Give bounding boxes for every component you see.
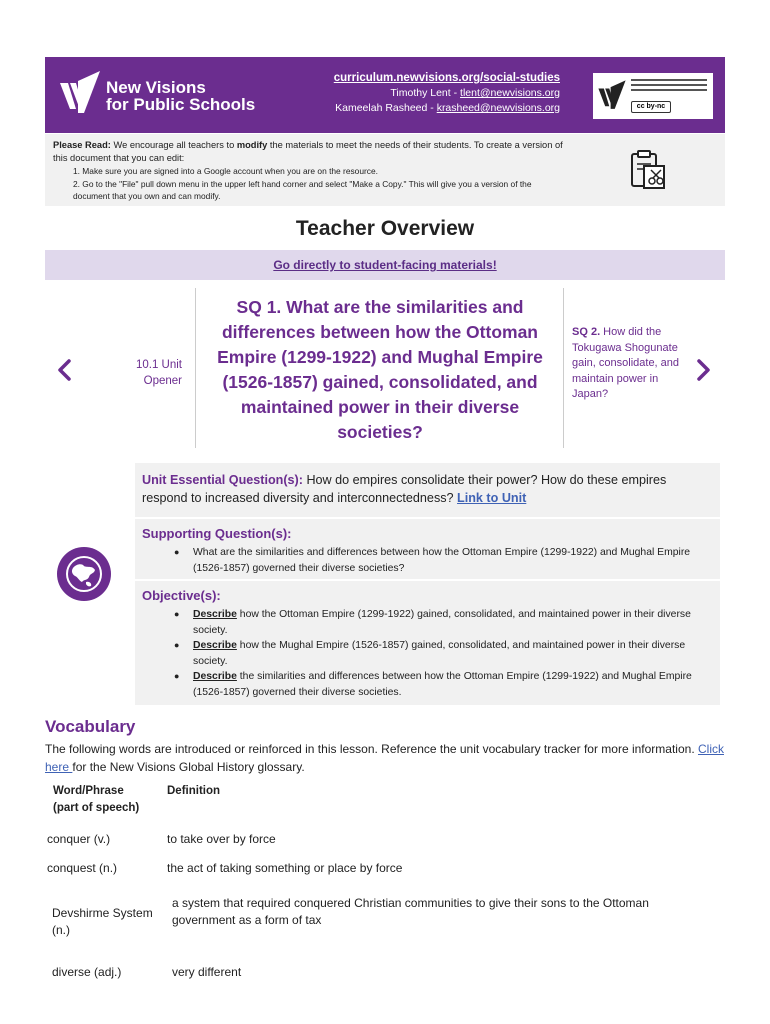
vocabulary-intro bbox=[45, 740, 725, 776]
globe-icon bbox=[56, 546, 112, 602]
direct-link-bar bbox=[45, 250, 725, 280]
list-item: ● What are the similarities and differences between how the Ottoman Empire (1299-1922) and Mughal Empire (1526-1857) governed their diverse societies? bbox=[174, 545, 713, 576]
objectives-box bbox=[135, 581, 720, 705]
column-header-word-line-1: Word/Phrase bbox=[53, 785, 124, 797]
objective-text: the similarities and differences between how the Ottoman Empire (1299-1922) and Mughal Empire (1526-1857) governed their diverse societies. bbox=[193, 671, 692, 698]
objective-verb: Describe bbox=[193, 640, 237, 651]
objectives-label: Objective(s): bbox=[142, 588, 221, 603]
new-visions-logo-icon bbox=[58, 69, 102, 119]
list-item bbox=[174, 607, 713, 638]
vocab-definition: very different bbox=[172, 964, 242, 979]
license-box bbox=[593, 73, 713, 119]
notice-steps bbox=[73, 165, 568, 203]
column-header-word bbox=[45, 782, 167, 825]
vocabulary-intro-text-b: for the New Visions Global History glossary. bbox=[72, 760, 305, 774]
nav-divider-left bbox=[195, 288, 196, 448]
nav-divider-right bbox=[563, 288, 564, 448]
next-lesson-number: SQ 2. bbox=[572, 326, 601, 338]
table-row bbox=[45, 883, 725, 961]
glossary-link[interactable]: Click here bbox=[45, 742, 724, 774]
vocab-definition: the act of taking something or place by force bbox=[167, 860, 403, 875]
logo-line-1: New Visions bbox=[106, 78, 206, 97]
contact-1-email-link[interactable]: tlent@newvisions.org bbox=[460, 87, 560, 99]
banner-contacts bbox=[334, 71, 560, 116]
vocab-word: conquer (v.) bbox=[47, 831, 111, 846]
license-logo-icon bbox=[597, 79, 627, 113]
column-header-definition: Definition bbox=[167, 785, 221, 797]
notice-lead: Please Read: bbox=[53, 140, 111, 150]
column-header-word-line-2: (part of speech) bbox=[53, 802, 140, 814]
link-to-unit[interactable]: Link to Unit bbox=[457, 491, 527, 505]
essential-question-text: How do empires consolidate their power? How do these empires respond to increased diversity and interconnectedness? bbox=[142, 473, 667, 505]
previous-lesson-link[interactable]: 10.1 Unit Opener bbox=[135, 359, 182, 387]
list-item bbox=[174, 669, 713, 700]
vocab-word: conquest (n.) bbox=[47, 860, 118, 875]
license-text-lines bbox=[631, 79, 707, 94]
header-banner bbox=[45, 57, 725, 133]
supporting-questions-box bbox=[135, 519, 720, 579]
table-row bbox=[45, 961, 725, 983]
student-materials-link[interactable]: Go directly to student-facing materials! bbox=[273, 258, 497, 272]
please-read-notice bbox=[45, 134, 725, 206]
objective-verb: Describe bbox=[193, 609, 237, 620]
chevron-left-icon[interactable] bbox=[54, 357, 76, 383]
next-lesson-link[interactable] bbox=[572, 325, 682, 403]
objectives-list bbox=[174, 607, 713, 700]
contact-1 bbox=[334, 86, 560, 101]
notice-emphasis: modify bbox=[236, 140, 268, 150]
contact-2 bbox=[334, 101, 560, 116]
site-link[interactable]: curriculum.newvisions.org/social-studies bbox=[333, 72, 560, 84]
supporting-questions-label: Supporting Question(s): bbox=[142, 526, 292, 541]
page-title: Teacher Overview bbox=[295, 217, 475, 240]
notice-step-1: 1. Make sure you are signed into a Google account when you are on the resource. bbox=[73, 166, 378, 176]
notice-text-b: the materials to meet the needs of their students. To create a version of this document that you can edit: bbox=[53, 140, 563, 163]
table-row bbox=[45, 853, 725, 883]
notice-step-2: 2. Go to the "File" pull down menu in the upper left hand corner and select "Make a Copy." This will give you a version of the document that you own and can modify. bbox=[73, 178, 532, 201]
vocab-word: Devshirme System (n.) bbox=[52, 906, 153, 937]
table-row bbox=[45, 825, 725, 853]
notice-intro bbox=[53, 139, 568, 165]
list-item bbox=[174, 638, 713, 669]
clipboard-scissors-icon bbox=[626, 148, 670, 192]
objective-text: how the Ottoman Empire (1299-1922) gained, consolidated, and maintained power in their diverse society. bbox=[193, 609, 691, 636]
notice-text-a: We encourage all teachers to bbox=[110, 140, 237, 150]
logo-text bbox=[106, 79, 255, 113]
objective-text: how the Mughal Empire (1526-1857) gained, consolidated, and maintained power in their diverse society. bbox=[193, 640, 686, 667]
contact-1-name: Timothy Lent - bbox=[390, 87, 461, 99]
vocabulary-intro-text-a: The following words are introduced or reinforced in this lesson. Reference the unit vocabulary tracker for more information. bbox=[45, 742, 698, 756]
logo-line-2: for Public Schools bbox=[106, 95, 256, 114]
chevron-right-icon[interactable] bbox=[692, 357, 714, 383]
vocab-word: diverse (adj.) bbox=[52, 964, 122, 979]
objective-verb: Describe bbox=[193, 671, 237, 682]
vocab-definition: a system that required conquered Christian communities to give their sons to the Ottoman government as a form of tax bbox=[172, 896, 649, 927]
table-header-row bbox=[45, 782, 725, 825]
next-lesson-text: How did the Tokugawa Shogunate gain, consolidate, and maintain power in Japan? bbox=[572, 326, 680, 400]
contact-2-name: Kameelah Rasheed - bbox=[335, 102, 437, 114]
current-supporting-question: SQ 1. What are the similarities and differences between how the Ottoman Empire (1299-1922) and Mughal Empire (1526-1857) gained, consolidated, and maintained power in their diverse societies? bbox=[217, 297, 543, 442]
creative-commons-badge: cc by-nc bbox=[631, 101, 671, 113]
vocab-definition: to take over by force bbox=[167, 831, 276, 846]
contact-2-email-link[interactable]: krasheed@newvisions.org bbox=[436, 102, 560, 114]
essential-question-box bbox=[135, 463, 720, 517]
supporting-questions-list bbox=[174, 545, 713, 576]
vocabulary-heading: Vocabulary bbox=[45, 717, 136, 736]
essential-question-label: Unit Essential Question(s): bbox=[142, 473, 303, 487]
vocabulary-table bbox=[45, 782, 725, 983]
